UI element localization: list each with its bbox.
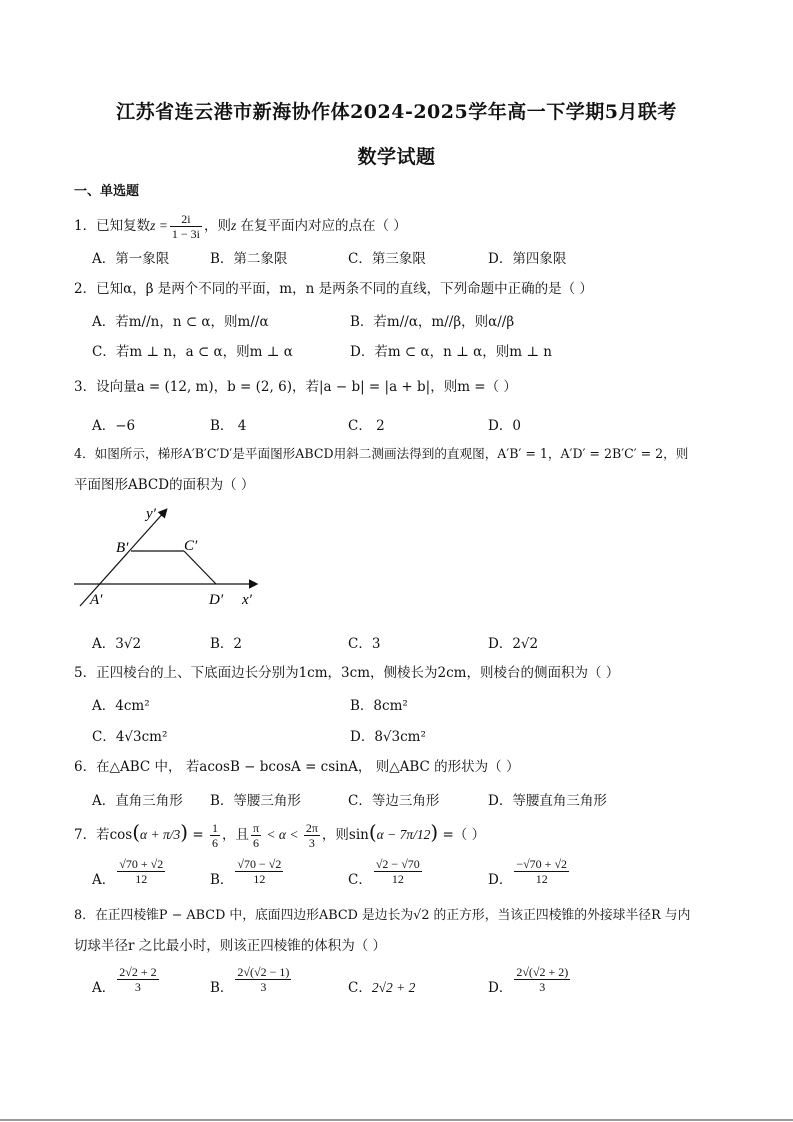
question-3-options bbox=[92, 414, 712, 434]
q7-b-n: √70 − √2 bbox=[237, 857, 282, 871]
q1-option-c[interactable]: C．第三象限 bbox=[348, 251, 426, 267]
question-5-options-row2 bbox=[92, 725, 712, 745]
question-7-stem bbox=[74, 820, 485, 850]
q7-option-a[interactable] bbox=[92, 857, 167, 888]
q8-option-a[interactable] bbox=[92, 965, 161, 996]
question-5-options-row1 bbox=[92, 694, 712, 714]
question-5-stem: 5．正四棱台的上、下底面边长分别为1cm，3cm，侧棱长为2cm，则棱台的侧面积为（ ） bbox=[74, 665, 620, 681]
q7-range-left bbox=[251, 821, 261, 850]
q8-a-d: 3 bbox=[134, 980, 141, 994]
question-2-stem: 2．已知α，β 是两个不同的平面，m，n 是两条不同的直线，下列命题中正确的是（ ） bbox=[74, 281, 593, 297]
exam-title: 江苏省连云港市新海协作体2024-2025学年高一下学期5月联考 bbox=[116, 101, 677, 123]
q7-r2-n: 2π bbox=[305, 821, 318, 835]
q3-option-a[interactable]: A．−6 bbox=[92, 418, 136, 434]
q4-option-d[interactable]: D．2√2 bbox=[488, 636, 539, 652]
q4-option-b[interactable]: B．2 bbox=[210, 636, 243, 652]
q7-mid: < α < bbox=[263, 827, 302, 842]
q3-option-b[interactable]: B． 4 bbox=[210, 418, 247, 434]
question-8-options bbox=[92, 966, 712, 1006]
q4-option-c[interactable]: C．3 bbox=[348, 636, 381, 652]
q2-option-a[interactable]: A．若m//n，n ⊂ α，则m//α bbox=[92, 314, 269, 330]
label-d: D′ bbox=[209, 592, 224, 608]
q7-stem-d: =（ ） bbox=[438, 827, 486, 843]
q7-option-d-label: D． bbox=[488, 872, 513, 888]
page-bottom-divider bbox=[0, 1119, 793, 1121]
exam-subtitle: 数学试题 bbox=[357, 146, 436, 168]
q7-paren-close-b: ) bbox=[430, 820, 439, 844]
q8-b-n: 2√(√2 − 1) bbox=[237, 965, 290, 979]
q7-paren-a: α + π/3 bbox=[140, 827, 181, 842]
q1-stem-a: 1．已知复数 bbox=[74, 218, 151, 234]
q7-r1-n: π bbox=[252, 821, 260, 835]
question-1-options bbox=[92, 247, 712, 267]
q7-stem-a: 7．若cos bbox=[74, 827, 133, 843]
q7-val-d: 6 bbox=[211, 836, 218, 850]
question-8-stem-line1: 8．在正四棱锥P − ABCD 中，底面四边形ABCD 是边长为√2 的正方形，当该正四棱锥的外接球半径R 与内 bbox=[74, 908, 691, 923]
q8-option-d[interactable] bbox=[488, 965, 572, 996]
q8-option-a-frac bbox=[117, 965, 158, 994]
q6-option-d[interactable]: D．等腰直角三角形 bbox=[488, 793, 607, 809]
q7-b-d: 12 bbox=[253, 872, 266, 886]
q5-option-b[interactable]: B．8cm² bbox=[350, 698, 408, 714]
q7-r1-d: 6 bbox=[253, 836, 259, 850]
q7-paren-open-b: ( bbox=[368, 820, 377, 844]
q1-stem-b: z = bbox=[150, 218, 168, 233]
q7-option-b-label: B． bbox=[210, 872, 234, 888]
q7-d-n: −√70 + √2 bbox=[516, 857, 568, 871]
q1-stem-d: z bbox=[230, 218, 237, 233]
label-a: A′ bbox=[90, 592, 103, 608]
q8-d-d: 3 bbox=[539, 980, 546, 994]
question-4-stem-line1: 4．如图所示，梯形A′B′C′D′是平面图形ABCD用斜二测画法得到的直观图，A′B′ = 1，A′D′ = 2B′C′ = 2，则 bbox=[74, 446, 689, 461]
q7-range-right bbox=[304, 821, 320, 850]
question-6-options bbox=[92, 789, 712, 809]
q5-option-a[interactable]: A．4cm² bbox=[92, 698, 150, 714]
q1-frac-num: 2i bbox=[170, 212, 202, 227]
question-4-stem-line2: 平面图形ABCD的面积为（ ） bbox=[74, 477, 255, 493]
q4-figure bbox=[66, 500, 266, 612]
q5-option-d[interactable]: D．8√3cm² bbox=[350, 729, 426, 745]
q7-option-d-frac bbox=[514, 857, 569, 886]
q7-eq: = bbox=[188, 827, 208, 843]
q1-option-a[interactable]: A．第一象限 bbox=[92, 251, 170, 267]
q6-option-b[interactable]: B．等腰三角形 bbox=[210, 793, 301, 809]
q2-option-c[interactable]: C．若m ⊥ n，a ⊂ α，则m ⊥ α bbox=[92, 344, 293, 360]
q1-stem-e: 在复平面内对应的点在（ ） bbox=[236, 218, 407, 234]
question-2-options-row1 bbox=[92, 310, 712, 330]
q8-d-n: 2√(√2 + 2) bbox=[516, 965, 569, 979]
q7-option-c-label: C． bbox=[348, 872, 372, 888]
q7-c-n: √2 − √70 bbox=[375, 857, 420, 871]
q8-option-c[interactable] bbox=[348, 976, 415, 996]
label-c: C′ bbox=[184, 538, 198, 554]
q7-option-a-label: A． bbox=[92, 872, 116, 888]
question-1-stem bbox=[74, 212, 407, 241]
q2-option-d[interactable]: D．若m ⊂ α，n ⊥ α，则m ⊥ n bbox=[350, 344, 552, 360]
q7-option-b[interactable] bbox=[210, 857, 285, 888]
question-3-stem: 3．设向量a = (12, m)，b = (2, 6)，若|a − b| = |a + b|，则m =（ ） bbox=[74, 379, 517, 395]
q7-option-a-frac bbox=[117, 857, 165, 886]
q7-option-c-frac bbox=[374, 857, 422, 886]
q2-option-b[interactable]: B．若m//α，m//β，则α//β bbox=[350, 314, 515, 330]
q4-option-a[interactable]: A．3√2 bbox=[92, 636, 142, 652]
question-6-stem: 6．在△ABC 中， 若acosB − bcosA = csinA， 则△ABC 的形状为（ ） bbox=[74, 759, 520, 775]
q7-paren-b: α − 7π/12 bbox=[376, 827, 431, 842]
q8-option-d-frac bbox=[514, 965, 570, 994]
q7-c-d: 12 bbox=[391, 872, 404, 886]
trapezoid-right-edge bbox=[184, 551, 216, 584]
q7-stem-b: ，且 bbox=[221, 827, 249, 843]
q7-option-b-frac bbox=[235, 857, 283, 886]
q7-stem-c: ，则sin bbox=[321, 827, 369, 843]
q8-a-n: 2√2 + 2 bbox=[119, 965, 157, 979]
question-4-options bbox=[92, 632, 712, 652]
q7-value-frac bbox=[210, 821, 220, 850]
q7-a-n: √70 + √2 bbox=[119, 857, 164, 871]
question-2-options-row2 bbox=[92, 340, 712, 360]
q5-option-c[interactable]: C．4√3cm² bbox=[92, 729, 168, 745]
q3-option-d[interactable]: D．0 bbox=[488, 418, 521, 434]
section-heading: 一、单选题 bbox=[74, 184, 140, 199]
q3-option-c[interactable]: C． 2 bbox=[348, 418, 385, 434]
q7-r2-d: 3 bbox=[308, 836, 315, 850]
q7-paren-close-a: ) bbox=[180, 820, 189, 844]
q1-option-b[interactable]: B．第二象限 bbox=[210, 251, 288, 267]
q7-paren-open-a: ( bbox=[132, 820, 141, 844]
label-y: y′ bbox=[146, 506, 156, 522]
q1-stem-c: ，则 bbox=[203, 218, 231, 234]
q8-option-d-label: D． bbox=[488, 980, 513, 996]
q7-val-n: 1 bbox=[211, 821, 218, 835]
q1-fraction bbox=[170, 212, 202, 241]
q6-option-c[interactable]: C．等边三角形 bbox=[348, 793, 440, 809]
q8-option-a-label: A． bbox=[92, 980, 116, 996]
question-8-stem-line2: 切球半径r 之比最小时，则该正四棱锥的体积为（ ） bbox=[74, 938, 387, 954]
q8-option-c-text: 2√2 + 2 bbox=[371, 980, 416, 995]
q7-d-d: 12 bbox=[535, 872, 548, 886]
q8-option-b-frac bbox=[235, 965, 291, 994]
q7-a-d: 12 bbox=[135, 872, 148, 886]
label-b: B′ bbox=[116, 540, 129, 556]
q1-frac-den: 1 − 3i bbox=[171, 227, 200, 241]
label-x: x′ bbox=[242, 592, 252, 608]
q1-option-d[interactable]: D．第四象限 bbox=[488, 251, 567, 267]
q7-option-c[interactable] bbox=[348, 857, 424, 888]
q8-option-b-label: B． bbox=[210, 980, 234, 996]
q8-b-d: 3 bbox=[260, 980, 267, 994]
q8-option-c-label: C． bbox=[348, 980, 372, 996]
q8-option-b[interactable] bbox=[210, 965, 293, 996]
q6-option-a[interactable]: A．直角三角形 bbox=[92, 793, 183, 809]
q7-option-d[interactable] bbox=[488, 857, 571, 888]
question-7-options bbox=[92, 858, 712, 898]
